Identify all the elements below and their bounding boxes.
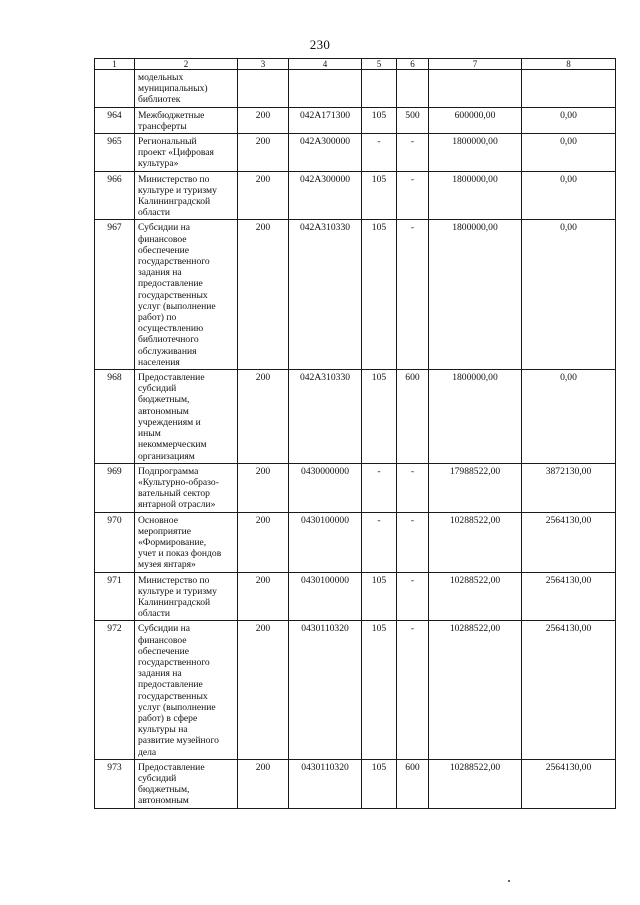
page-number: 230 [309, 37, 331, 52]
row-name-line: организациям [138, 450, 195, 462]
row-name-line: Калининградской [138, 196, 211, 208]
row-name-line: развитие музейного [138, 735, 219, 747]
row-expense-type: - [397, 134, 429, 172]
row-amount-col7: 10288522,00 [429, 759, 522, 808]
column-number-2: 2 [135, 59, 238, 70]
row-amount-col7: 1800000,00 [429, 134, 522, 172]
row-name-line: некоммерческим [138, 439, 207, 451]
row-section-code: - [362, 134, 397, 172]
row-group-code: 200 [238, 621, 289, 759]
row-name-line: финансовое [138, 634, 187, 646]
row-target-code: 042A300000 [289, 171, 362, 220]
row-amount-col7: 10288522,00 [429, 621, 522, 759]
row-name-line: музея янтаря» [138, 559, 196, 571]
table-row [95, 463, 616, 512]
row-name-line: культуры на [138, 724, 188, 736]
row-name-line: мероприятие [138, 525, 191, 537]
row-section-code: - [362, 512, 397, 572]
row-amount-col7: 1800000,00 [429, 171, 522, 220]
row-number: 968 [95, 370, 135, 464]
row-name [135, 107, 238, 133]
table-row [95, 171, 616, 220]
row-name-line: вательный сектор [138, 488, 210, 500]
row-target-code: 042A171300 [289, 107, 362, 133]
row-amount-col7: 1800000,00 [429, 220, 522, 370]
row-name-line: Предоставление [138, 761, 205, 773]
row-group-code: 200 [238, 463, 289, 512]
row-amount-col8: 2564130,00 [522, 621, 616, 759]
row-number: 966 [95, 171, 135, 220]
row-number: 965 [95, 134, 135, 172]
row-name-line: осуществлению [138, 323, 204, 335]
row-number: 972 [95, 621, 135, 759]
row-amount-col7: 1800000,00 [429, 370, 522, 464]
row-name-line: предоставление [138, 679, 203, 691]
row-expense-type: - [397, 171, 429, 220]
row-section-code: 105 [362, 171, 397, 220]
row-name-line: учреждениям и [138, 416, 201, 428]
row-name [135, 70, 238, 108]
table-body [95, 70, 616, 809]
row-target-code [289, 70, 362, 108]
row-name-line: Калининградской [138, 596, 211, 608]
row-name-line: культура» [138, 158, 179, 170]
row-name [135, 134, 238, 172]
row-number: 964 [95, 107, 135, 133]
row-name-line: обслуживания [138, 345, 197, 357]
row-target-code: 0430000000 [289, 463, 362, 512]
row-name-line: государственных [138, 289, 208, 301]
table-row [95, 512, 616, 572]
row-name-line: населения [138, 356, 180, 368]
row-name [135, 463, 238, 512]
row-amount-col7: 600000,00 [429, 107, 522, 133]
row-amount-col7 [429, 70, 522, 108]
row-name-line: задания на [138, 668, 182, 680]
row-name-line: «Формирование, [138, 536, 207, 548]
row-name-line: услуг (выполнение [138, 701, 216, 713]
row-name-line: янтарной отрасли» [138, 499, 216, 511]
row-name-line: области [138, 207, 171, 219]
row-name-line: муниципальных) [138, 83, 208, 95]
row-name-line: Подпрограмма [138, 465, 199, 477]
column-number-5: 5 [362, 59, 397, 70]
row-section-code: 105 [362, 759, 397, 808]
table-row [95, 134, 616, 172]
row-amount-col8: 2564130,00 [522, 512, 616, 572]
row-expense-type: - [397, 220, 429, 370]
row-group-code: 200 [238, 107, 289, 133]
row-amount-col8: 3872130,00 [522, 463, 616, 512]
row-expense-type: 600 [397, 759, 429, 808]
table-row [95, 70, 616, 108]
row-name [135, 759, 238, 808]
column-number-row [95, 59, 616, 70]
row-name [135, 572, 238, 621]
column-number-3: 3 [238, 59, 289, 70]
scan-mark [508, 880, 510, 882]
row-section-code: 105 [362, 220, 397, 370]
row-number: 971 [95, 572, 135, 621]
row-name-line: автономным [138, 795, 189, 807]
row-name-line: учет и показ фондов [138, 548, 222, 560]
row-section-code: 105 [362, 107, 397, 133]
row-target-code: 0430100000 [289, 572, 362, 621]
row-name-line: задания на [138, 267, 182, 279]
row-group-code: 200 [238, 572, 289, 621]
row-amount-col8: 0,00 [522, 134, 616, 172]
row-amount-col8: 0,00 [522, 171, 616, 220]
budget-table [94, 58, 616, 809]
row-amount-col8: 0,00 [522, 107, 616, 133]
row-name-line: Региональный [138, 136, 197, 148]
row-name-line: работ) в сфере [138, 712, 198, 724]
row-amount-col7: 17988522,00 [429, 463, 522, 512]
row-amount-col8 [522, 70, 616, 108]
row-group-code: 200 [238, 512, 289, 572]
row-number: 967 [95, 220, 135, 370]
row-name-line: области [138, 608, 171, 620]
column-number-6: 6 [397, 59, 429, 70]
row-group-code: 200 [238, 370, 289, 464]
row-name-line: Министерство по [138, 574, 210, 586]
row-name-line: культуре и туризму [138, 184, 217, 196]
table-row [95, 621, 616, 759]
row-target-code: 042A310330 [289, 220, 362, 370]
row-name-line: бюджетным, [138, 784, 190, 796]
row-section-code: 105 [362, 370, 397, 464]
row-name-line: трансферты [138, 120, 187, 132]
row-section-code: 105 [362, 572, 397, 621]
table-row [95, 220, 616, 370]
row-expense-type: 500 [397, 107, 429, 133]
table-row [95, 759, 616, 808]
row-name-line: «Культурно-образо- [138, 476, 219, 488]
row-name-line: иным [138, 428, 161, 440]
row-name [135, 370, 238, 464]
row-expense-type: - [397, 512, 429, 572]
row-target-code: 0430110320 [289, 621, 362, 759]
row-target-code: 0430110320 [289, 759, 362, 808]
row-amount-col7: 10288522,00 [429, 572, 522, 621]
row-number: 973 [95, 759, 135, 808]
row-name-line: субсидий [138, 383, 177, 395]
row-number [95, 70, 135, 108]
row-name-line: Предоставление [138, 372, 205, 384]
row-name-line: библиотек [138, 94, 181, 106]
row-name-line: государственных [138, 690, 208, 702]
row-amount-col8: 2564130,00 [522, 572, 616, 621]
row-amount-col8: 0,00 [522, 220, 616, 370]
column-number-8: 8 [522, 59, 616, 70]
row-name-line: обеспечение [138, 244, 190, 256]
row-name-line: Основное [138, 514, 178, 526]
row-name-line: предоставление [138, 278, 203, 290]
row-name-line: автономным [138, 405, 189, 417]
row-name-line: библиотечного [138, 334, 199, 346]
row-name-line: услуг (выполнение [138, 300, 216, 312]
row-expense-type: - [397, 621, 429, 759]
column-number-1: 1 [95, 59, 135, 70]
row-name-line: бюджетным, [138, 394, 190, 406]
row-name-line: обеспечение [138, 645, 190, 657]
row-name-line: модельных [138, 72, 184, 83]
row-group-code: 200 [238, 134, 289, 172]
row-target-code: 0430100000 [289, 512, 362, 572]
row-amount-col8: 0,00 [522, 370, 616, 464]
row-name-line: Субсидии на [138, 222, 191, 234]
column-number-7: 7 [429, 59, 522, 70]
row-group-code: 200 [238, 759, 289, 808]
row-name [135, 171, 238, 220]
row-name-line: Субсидии на [138, 623, 191, 635]
row-expense-type: 600 [397, 370, 429, 464]
row-section-code: 105 [362, 621, 397, 759]
row-name-line: финансовое [138, 233, 187, 245]
row-expense-type: - [397, 463, 429, 512]
row-amount-col8: 2564130,00 [522, 759, 616, 808]
row-group-code [238, 70, 289, 108]
row-expense-type: - [397, 572, 429, 621]
row-name-line: культуре и туризму [138, 585, 217, 597]
row-name-line: государственного [138, 256, 210, 268]
row-target-code: 042A300000 [289, 134, 362, 172]
table-row [95, 107, 616, 133]
row-amount-col7: 10288522,00 [429, 512, 522, 572]
row-section-code [362, 70, 397, 108]
row-group-code: 200 [238, 171, 289, 220]
table-row [95, 370, 616, 464]
row-name-line: Министерство по [138, 173, 210, 185]
row-name [135, 220, 238, 370]
row-name [135, 621, 238, 759]
row-name-line: проект «Цифровая [138, 147, 214, 159]
row-name-line: государственного [138, 656, 210, 668]
row-number: 970 [95, 512, 135, 572]
row-name-line: дела [138, 746, 157, 758]
row-section-code: - [362, 463, 397, 512]
row-name-line: работ) по [138, 312, 177, 324]
row-expense-type [397, 70, 429, 108]
row-number: 969 [95, 463, 135, 512]
row-name [135, 512, 238, 572]
row-name-line: субсидий [138, 772, 177, 784]
row-group-code: 200 [238, 220, 289, 370]
row-target-code: 042A310330 [289, 370, 362, 464]
table-row [95, 572, 616, 621]
column-number-4: 4 [289, 59, 362, 70]
row-name-line: Межбюджетные [138, 109, 205, 121]
